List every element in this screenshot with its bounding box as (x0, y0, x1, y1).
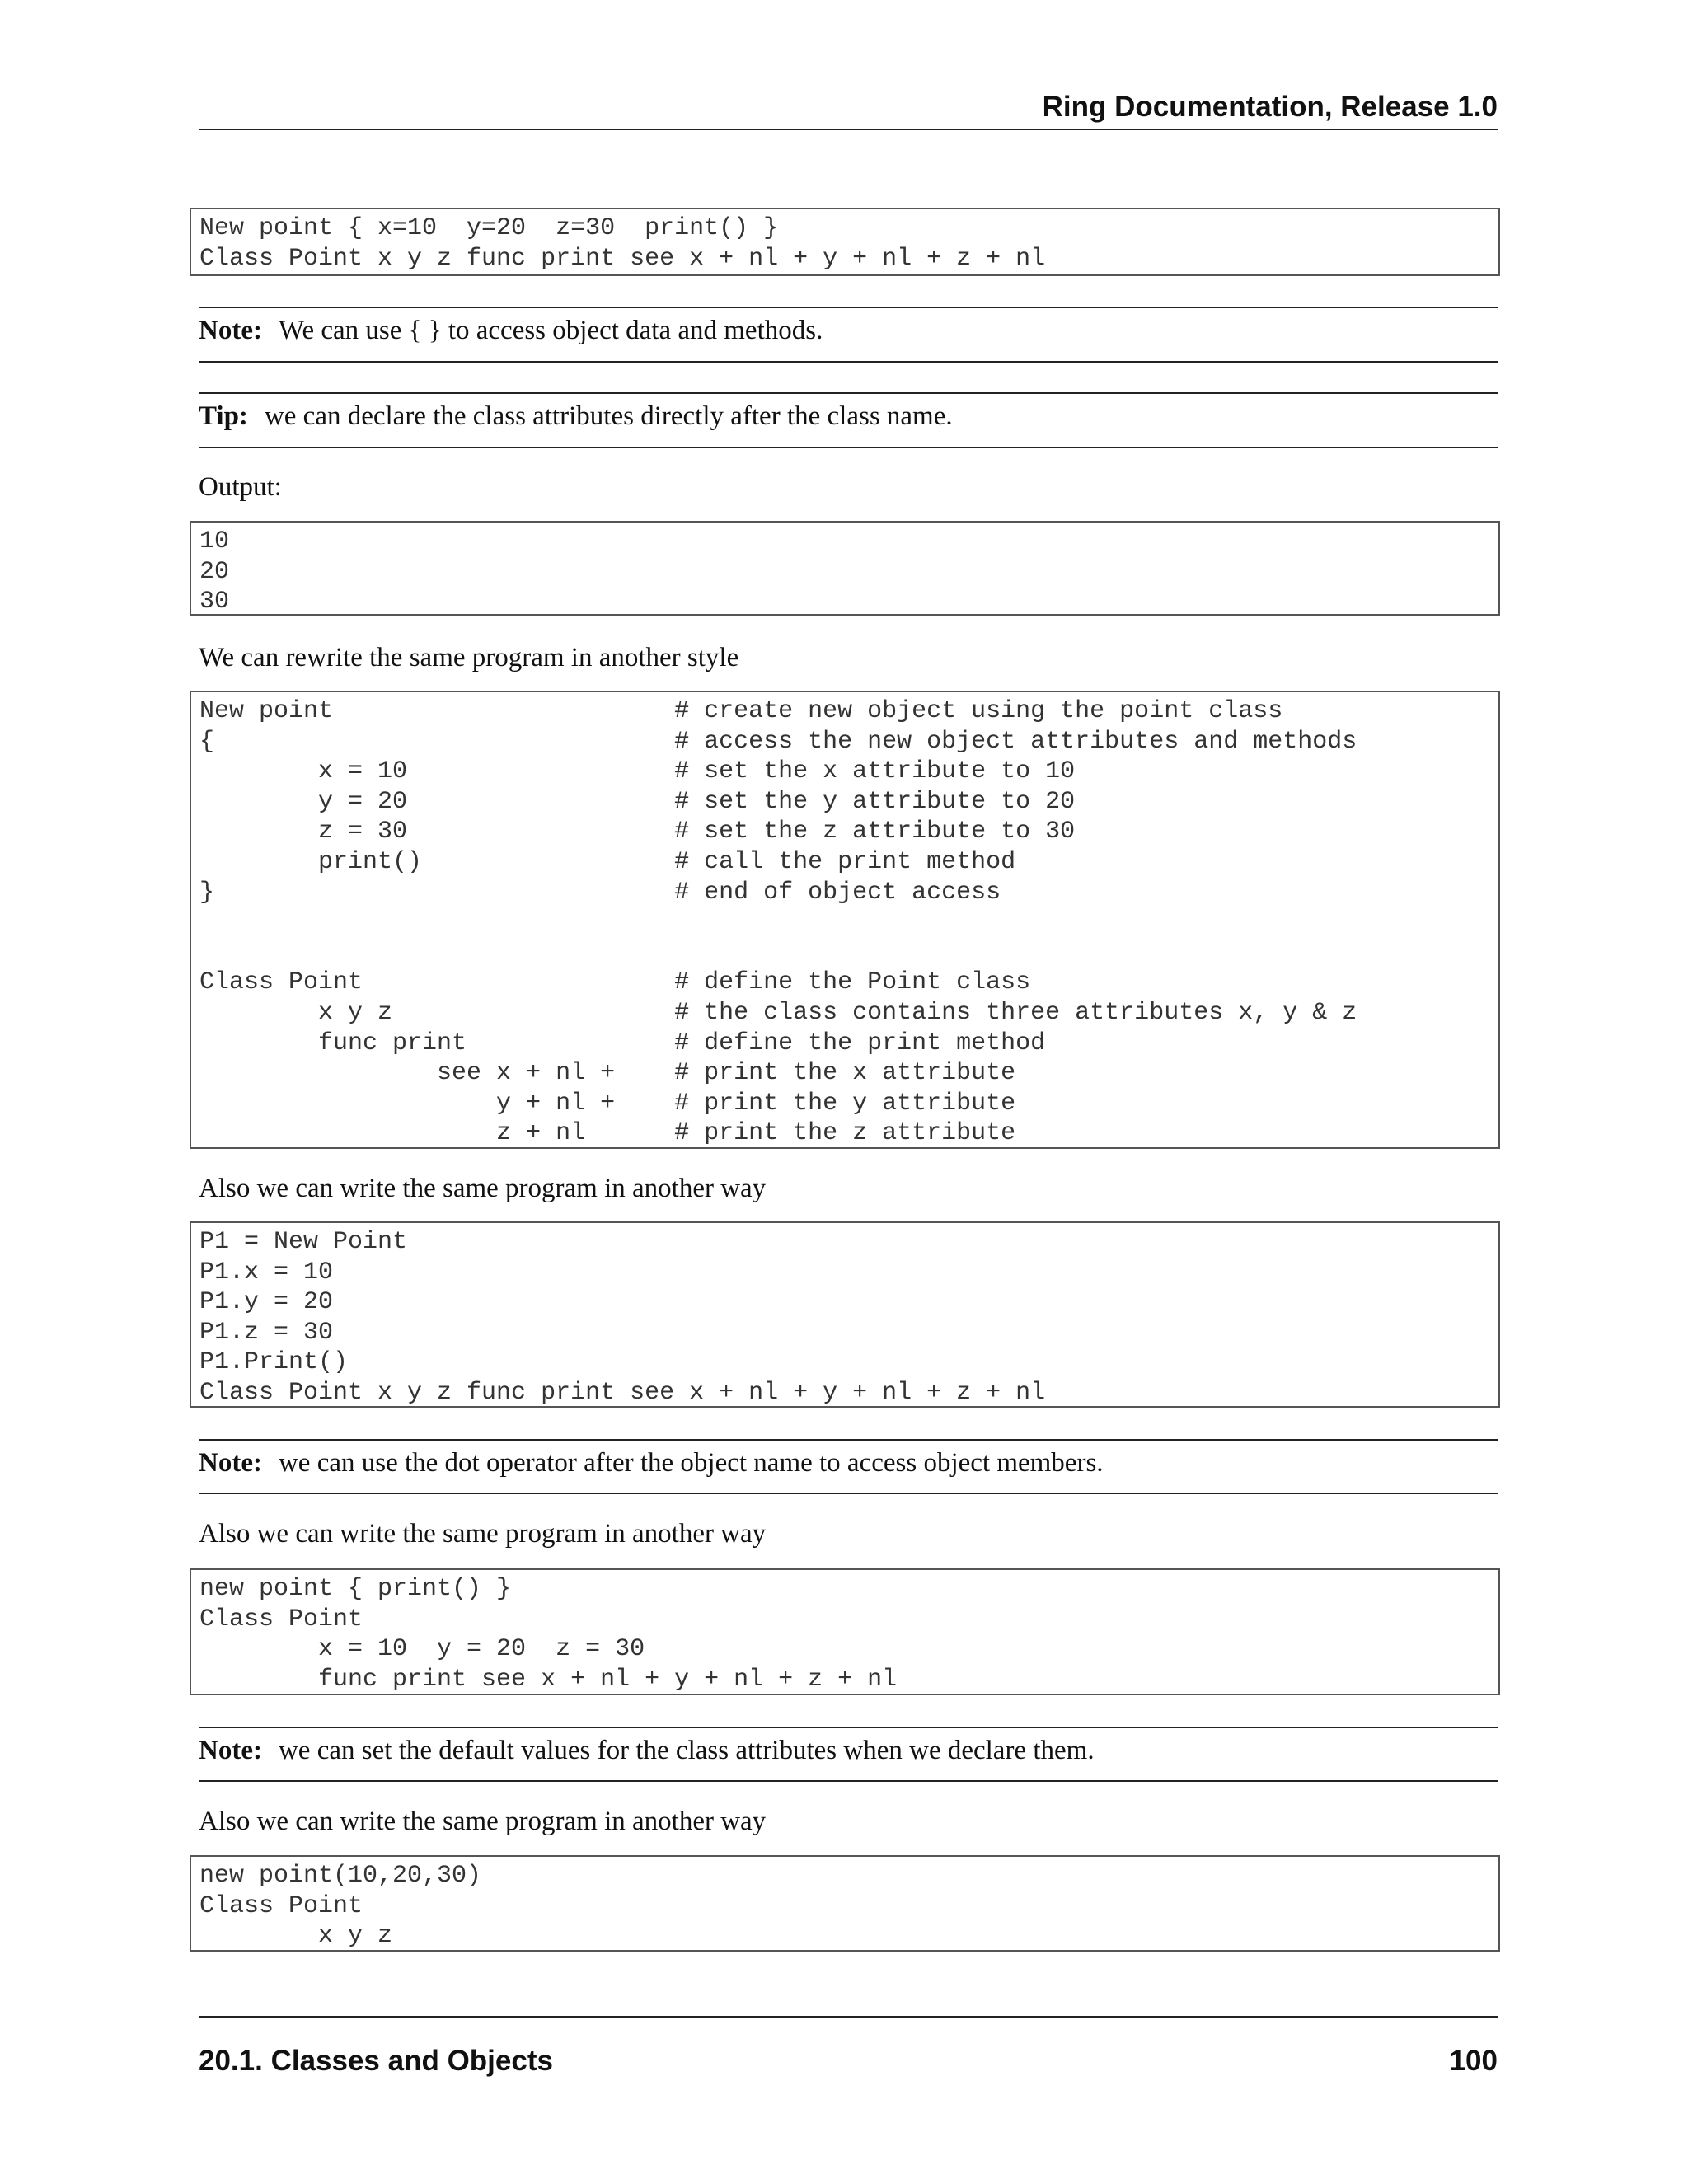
code-block: New point { x=10 y=20 z=30 print() } Class Point x y z func print see x + nl + y + nl + z + nl (190, 208, 1500, 276)
note-box (199, 1448, 1498, 1479)
output-block: 10 20 30 (190, 521, 1500, 616)
footer-section: 20.1. Classes and Objects (199, 2045, 553, 2077)
note-rule-bottom (199, 361, 1498, 363)
paragraph-also: Also we can write the same program in another way (199, 1174, 767, 1203)
note-label: Note: (199, 316, 262, 345)
tip-text: we can declare the class attributes directly after the class name. (264, 401, 953, 431)
note-text: we can set the default values for the class attributes when we declare them. (278, 1736, 1095, 1765)
paragraph-also: Also we can write the same program in another way (199, 1807, 767, 1836)
code-block: new point(10,20,30) Class Point x y z (190, 1855, 1500, 1952)
note-rule-bottom (199, 1780, 1498, 1782)
note-box (199, 1736, 1498, 1766)
code-block: new point { print() } Class Point x = 10 y = 20 z = 30 func print see x + nl + y + nl + z + nl (190, 1568, 1500, 1695)
note-rule-top (199, 1727, 1498, 1728)
footer-rule (199, 2016, 1498, 2018)
tip-rule-top (199, 392, 1498, 394)
note-text: we can use the dot operator after the object name to access object members. (278, 1448, 1104, 1478)
header-rule (199, 129, 1498, 130)
code-block: P1 = New Point P1.x = 10 P1.y = 20 P1.z = 30 P1.Print() Class Point x y z func print see x + nl + y + nl + z + nl (190, 1221, 1500, 1408)
note-label: Note: (199, 1736, 262, 1765)
note-box (199, 316, 1498, 346)
page-header: Ring Documentation, Release 1.0 (1042, 91, 1498, 123)
note-label: Note: (199, 1448, 262, 1478)
tip-label: Tip: (199, 401, 248, 431)
paragraph-also: Also we can write the same program in another way (199, 1519, 767, 1549)
page-number: 100 (1449, 2045, 1498, 2077)
note-rule-top (199, 1439, 1498, 1441)
note-rule-top (199, 307, 1498, 308)
output-label: Output: (199, 472, 282, 502)
code-block: New point # create new object using the point class { # access the new object attributes and methods x = 10 # set the x attribute to 10 y = 20 # set the y attribute to 20 z = 30 # set the z attribute to 30 print() # call the print method } # end of object access Class Point # define the Point class x y z # the class contains three attributes x, y & z func print # define the print method see x + nl + # print the x attribute y + nl + # print the y attribute z + nl # print the z attribute (190, 691, 1500, 1149)
tip-box (199, 401, 1498, 432)
note-rule-bottom (199, 1493, 1498, 1494)
tip-rule-bottom (199, 447, 1498, 448)
paragraph-rewrite: We can rewrite the same program in another style (199, 643, 739, 673)
note-text: We can use { } to access object data and methods. (278, 316, 823, 345)
